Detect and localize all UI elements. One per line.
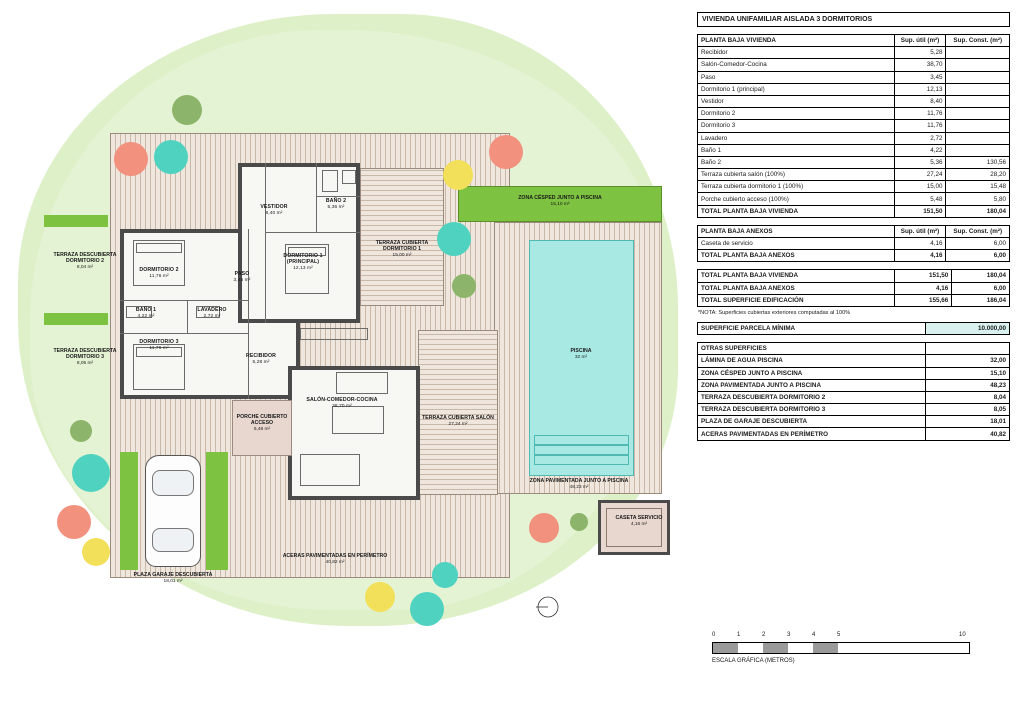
tree-icon <box>489 135 523 169</box>
cell-util: 12,13 <box>894 83 946 95</box>
cell-name: Dormitorio 3 <box>698 120 895 132</box>
label-aceras-area: 40,82 m² <box>325 560 345 566</box>
table-row <box>698 193 1010 205</box>
scale-tick: 5 <box>837 632 841 638</box>
scale-tick: 4 <box>812 632 816 638</box>
table-otras-superficies <box>697 342 1010 441</box>
label-porche-area: 5,48 m² <box>253 427 271 433</box>
table-row <box>698 404 1010 416</box>
table-row <box>698 156 1010 168</box>
scale-tick: 10 <box>959 632 966 638</box>
cell-name: Dormitorio 2 <box>698 108 895 120</box>
label-porche-acceso <box>234 414 290 433</box>
table-header-row <box>698 343 1010 355</box>
table-row <box>698 71 1010 83</box>
cell-const <box>946 120 1010 132</box>
label-dormitorio2: DORMITORIO 2 11,76 m² <box>139 267 179 279</box>
label-zona-pavimentada <box>500 478 658 491</box>
table-row <box>698 144 1010 156</box>
lawn-strip-garage-left <box>120 452 138 570</box>
kitchen-island <box>336 372 388 394</box>
scale-segment <box>838 643 969 653</box>
label-paso: PASO 3,45 m² <box>233 271 251 283</box>
cell-util: 15,00 <box>894 181 946 193</box>
cell-const <box>946 144 1010 156</box>
cell-util: 155,66 <box>894 294 952 306</box>
tree-icon <box>452 274 476 298</box>
cell-name: Recibidor <box>698 47 895 59</box>
partition-b <box>120 333 248 334</box>
cell-util: 4,22 <box>894 144 946 156</box>
terraza-cubierta-salon-outline <box>418 330 498 495</box>
label-bano2: BAÑO 2 5,36 m² <box>325 198 347 210</box>
cell-const: 180,04 <box>952 270 1010 282</box>
label-caseta-servicio <box>614 515 664 528</box>
cell-const: 15,48 <box>946 181 1010 193</box>
scale-tick: 1 <box>737 632 741 638</box>
cell-util: 151,50 <box>894 270 952 282</box>
tree-icon <box>154 140 188 174</box>
bath-fixture-2 <box>342 170 356 184</box>
label-piscina <box>540 348 622 361</box>
scale-segment <box>738 643 763 653</box>
cell-parcela-label: SUPERFICIE PARCELA MÍNIMA <box>698 322 926 334</box>
scale-tick: 3 <box>787 632 791 638</box>
table-row <box>698 282 1010 294</box>
cell-total-const: 6,00 <box>946 250 1010 262</box>
cell-value: 18,01 <box>925 416 1009 428</box>
table-row <box>698 322 1010 334</box>
cell-parcela-value: 10.000,00 <box>925 322 1009 334</box>
table-row <box>698 270 1010 282</box>
cell-name: ZONA CÉSPED JUNTO A PISCINA <box>698 367 926 379</box>
tree-icon <box>570 513 588 531</box>
tree-icon <box>529 513 559 543</box>
scale-segment <box>788 643 813 653</box>
scale-segment <box>763 643 788 653</box>
label-zona-pavimentada-area: 48,23 m² <box>569 485 589 491</box>
cell-name: Terraza cubierta salón (100%) <box>698 169 895 181</box>
table-row <box>698 47 1010 59</box>
partition-f <box>265 232 360 233</box>
cell-value: 48,23 <box>925 379 1009 391</box>
cell-name: TOTAL SUPERFICIE EDIFICACIÓN <box>698 294 895 306</box>
kitchen-counter <box>300 328 368 340</box>
cell-total-util: 151,50 <box>894 205 946 217</box>
cell-util: 2,72 <box>894 132 946 144</box>
table-total-row <box>698 250 1010 262</box>
label-terraza-dorm1-area: 15,00 m² <box>392 253 412 259</box>
th-room: PLANTA BAJA VIVIENDA <box>698 35 895 47</box>
table-row <box>698 355 1010 367</box>
th-anexo: PLANTA BAJA ANEXOS <box>698 225 895 237</box>
cell-name: Salón-Comedor-Cocina <box>698 59 895 71</box>
partition-h <box>316 196 360 197</box>
table-header-row <box>698 225 1010 237</box>
label-bano1: BAÑO 1 4,22 m² <box>135 307 157 319</box>
tree-icon <box>443 160 473 190</box>
scale-caption: ESCALA GRÁFICA (METROS) <box>712 658 795 664</box>
cell-value: 8,04 <box>925 391 1009 403</box>
label-zona-cesped-name: ZONA CÉSPED JUNTO A PISCINA <box>518 195 602 201</box>
lawn-strip-west-mid <box>44 313 108 325</box>
table-parcela-minima <box>697 322 1010 335</box>
cell-name: Baño 2 <box>698 156 895 168</box>
partition-e <box>265 163 266 323</box>
table-row <box>698 83 1010 95</box>
cell-util: 5,36 <box>894 156 946 168</box>
label-salon: SALÓN-COMEDOR-COCINA 38,70 m² <box>306 397 378 409</box>
cell-const <box>946 108 1010 120</box>
table-row <box>698 108 1010 120</box>
label-terraza-salon <box>420 415 496 428</box>
surface-schedule-panel <box>697 12 1010 441</box>
label-terraza-desc-dorm2-name: TERRAZA DESCUBIERTA DORMITORIO 2 <box>53 252 117 265</box>
table-row <box>698 428 1010 440</box>
cell-util: 8,40 <box>894 95 946 107</box>
cell-name: ACERAS PAVIMENTADAS EN PERÍMETRO <box>698 428 926 440</box>
label-vestidor: VESTIDOR 8,40 m² <box>260 204 288 216</box>
bed-dorm2-pillow <box>136 243 182 253</box>
label-piscina-name: PISCINA <box>570 348 592 354</box>
cell-name: Baño 1 <box>698 144 895 156</box>
table-planta-baja-vivienda <box>697 34 1010 218</box>
th-otras: OTRAS SUPERFICIES <box>698 343 926 355</box>
pool-steps <box>534 435 629 445</box>
partition-c <box>187 300 188 333</box>
cell-util: 27,24 <box>894 169 946 181</box>
label-piscina-area: 32 m² <box>574 355 588 361</box>
label-caseta-name: CASETA SERVICIO <box>615 515 663 521</box>
table-row <box>698 120 1010 132</box>
scale-tick: 0 <box>712 632 716 638</box>
label-zona-pavimentada-name: ZONA PAVIMENTADA JUNTO A PISCINA <box>529 478 629 484</box>
partition-g <box>316 163 317 232</box>
car-windshield-icon <box>152 470 194 496</box>
cell-name: TOTAL PLANTA BAJA ANEXOS <box>698 282 895 294</box>
cell-name: Porche cubierto acceso (100%) <box>698 193 895 205</box>
cell-util: 11,76 <box>894 120 946 132</box>
label-dormitorio3: DORMITORIO 3 11,76 m² <box>139 339 179 351</box>
label-terraza-dorm1-name: TERRAZA CUBIERTA DORMITORIO 1 <box>375 240 429 253</box>
table-row <box>698 59 1010 71</box>
lawn-strip-garage-right <box>206 452 228 570</box>
cell-const: 6,00 <box>952 282 1010 294</box>
partition-d <box>248 229 249 399</box>
tree-icon <box>410 592 444 626</box>
north-symbol-icon <box>533 592 563 622</box>
cell-name: Caseta de servicio <box>698 238 895 250</box>
cell-total-util: 4,16 <box>894 250 946 262</box>
cell-name: ZONA PAVIMENTADA JUNTO A PISCINA <box>698 379 926 391</box>
cell-util: 3,45 <box>894 71 946 83</box>
cell-name: TERRAZA DESCUBIERTA DORMITORIO 2 <box>698 391 926 403</box>
tree-icon <box>432 562 458 588</box>
scale-bar <box>712 642 970 654</box>
label-porche-name: PORCHE CUBIERTO ACCESO <box>236 414 288 427</box>
table-row <box>698 379 1010 391</box>
cell-const: 28,20 <box>946 169 1010 181</box>
table-row <box>698 181 1010 193</box>
cell-util: 5,48 <box>894 193 946 205</box>
th-util: Sup. útil (m²) <box>894 225 946 237</box>
partition-a <box>120 300 248 301</box>
terraza-cubierta-dorm1-outline <box>360 168 444 306</box>
cell-util: 38,70 <box>894 59 946 71</box>
tree-icon <box>82 538 110 566</box>
cell-total-const: 180,04 <box>946 205 1010 217</box>
cell-total-name: TOTAL PLANTA BAJA VIVIENDA <box>698 205 895 217</box>
cell-name: LÁMINA DE AGUA PISCINA <box>698 355 926 367</box>
label-aceras-name: ACERAS PAVIMENTADAS EN PERÍMETRO <box>282 553 388 559</box>
label-terraza-desc-dorm3-name: TERRAZA DESCUBIERTA DORMITORIO 3 <box>53 348 117 361</box>
tree-icon <box>172 95 202 125</box>
panel-title: VIVIENDA UNIFAMILIAR AISLADA 3 DORMITORIOS <box>697 12 1010 27</box>
cell-util: 4,16 <box>894 238 946 250</box>
label-aceras <box>250 553 420 566</box>
tree-icon <box>70 420 92 442</box>
table-row <box>698 294 1010 306</box>
cell-const <box>946 47 1010 59</box>
cell-name: TERRAZA DESCUBIERTA DORMITORIO 3 <box>698 404 926 416</box>
cell-name: Terraza cubierta dormitorio 1 (100%) <box>698 181 895 193</box>
scale-tick-labels <box>712 632 970 642</box>
th-const: Sup. Const. (m²) <box>946 225 1010 237</box>
label-zona-cesped-area: 15,10 m² <box>550 202 570 208</box>
cell-name: PLAZA DE GARAJE DESCUBIERTA <box>698 416 926 428</box>
lawn-strip-west-top <box>44 215 108 227</box>
tree-icon <box>437 222 471 256</box>
house-wall-north-wing <box>238 163 360 323</box>
label-terraza-desc-dorm3 <box>52 348 118 367</box>
label-lavadero: LAVADERO 2,72 m² <box>197 307 227 319</box>
pool-steps-3 <box>534 455 629 465</box>
cell-const: 130,56 <box>946 156 1010 168</box>
cell-const: 5,80 <box>946 193 1010 205</box>
th-util: Sup. útil (m²) <box>894 35 946 47</box>
cell-name: TOTAL PLANTA BAJA VIVIENDA <box>698 270 895 282</box>
label-caseta-area: 4,16 m² <box>630 522 648 528</box>
cell-util: 11,76 <box>894 108 946 120</box>
table-totales <box>697 269 1010 307</box>
label-terraza-desc-dorm2-area: 8,04 m² <box>76 265 94 271</box>
table-row <box>698 169 1010 181</box>
th-const: Sup. Const. (m²) <box>946 35 1010 47</box>
label-plaza-garaje <box>126 572 220 585</box>
label-zona-cesped <box>468 195 652 208</box>
sofa <box>300 454 360 486</box>
table-row <box>698 238 1010 250</box>
cell-value: 32,00 <box>925 355 1009 367</box>
label-terraza-dorm1 <box>362 240 442 259</box>
label-plaza-garaje-name: PLAZA GARAJE DESCUBIERTA <box>133 572 213 578</box>
table-row <box>698 391 1010 403</box>
cell-name: Lavadero <box>698 132 895 144</box>
dining-table <box>332 406 384 434</box>
scale-segment <box>813 643 838 653</box>
graphic-scale <box>712 632 970 664</box>
tree-icon <box>72 454 110 492</box>
table-total-row <box>698 205 1010 217</box>
cell-value: 8,05 <box>925 404 1009 416</box>
table-row <box>698 95 1010 107</box>
table-planta-baja-anexos <box>697 225 1010 263</box>
cell-const <box>946 59 1010 71</box>
label-plaza-garaje-area: 18,01 m² <box>163 579 183 585</box>
cell-total-name: TOTAL PLANTA BAJA ANEXOS <box>698 250 895 262</box>
table-row <box>698 416 1010 428</box>
label-terraza-salon-area: 27,24 m² <box>448 422 468 428</box>
bath-fixture-1 <box>322 170 338 192</box>
car-rear-window-icon <box>152 528 194 552</box>
cell-name: Dormitorio 1 (principal) <box>698 83 895 95</box>
tree-icon <box>57 505 91 539</box>
scale-tick: 2 <box>762 632 766 638</box>
cell-const <box>946 132 1010 144</box>
cell-const <box>946 95 1010 107</box>
table-row <box>698 367 1010 379</box>
cell-util: 4,16 <box>894 282 952 294</box>
cell-const: 6,00 <box>946 238 1010 250</box>
footnote: *NOTA: Superficies cubiertas exteriores computadas al 100% <box>698 309 851 316</box>
th-otras-value <box>925 343 1009 355</box>
cell-const <box>946 71 1010 83</box>
tree-icon <box>365 582 395 612</box>
label-terraza-salon-name: TERRAZA CUBIERTA SALÓN <box>422 415 494 421</box>
cell-name: Vestidor <box>698 95 895 107</box>
table-row <box>698 132 1010 144</box>
cell-const <box>946 83 1010 95</box>
label-recibidor: RECIBIDOR 5,28 m² <box>245 353 276 365</box>
label-dormitorio1: DORMITORIO 1 (PRINCIPAL) 12,13 m² <box>283 253 323 271</box>
cell-util: 5,28 <box>894 47 946 59</box>
cell-value: 15,10 <box>925 367 1009 379</box>
cell-const: 186,04 <box>952 294 1010 306</box>
cell-name: Paso <box>698 71 895 83</box>
label-terraza-desc-dorm3-area: 8,05 m² <box>76 361 94 367</box>
cell-value: 40,82 <box>925 428 1009 440</box>
tree-icon <box>114 142 148 176</box>
scale-segment <box>713 643 738 653</box>
label-terraza-desc-dorm2 <box>52 252 118 271</box>
table-header-row <box>698 35 1010 47</box>
pool-steps-2 <box>534 445 629 455</box>
